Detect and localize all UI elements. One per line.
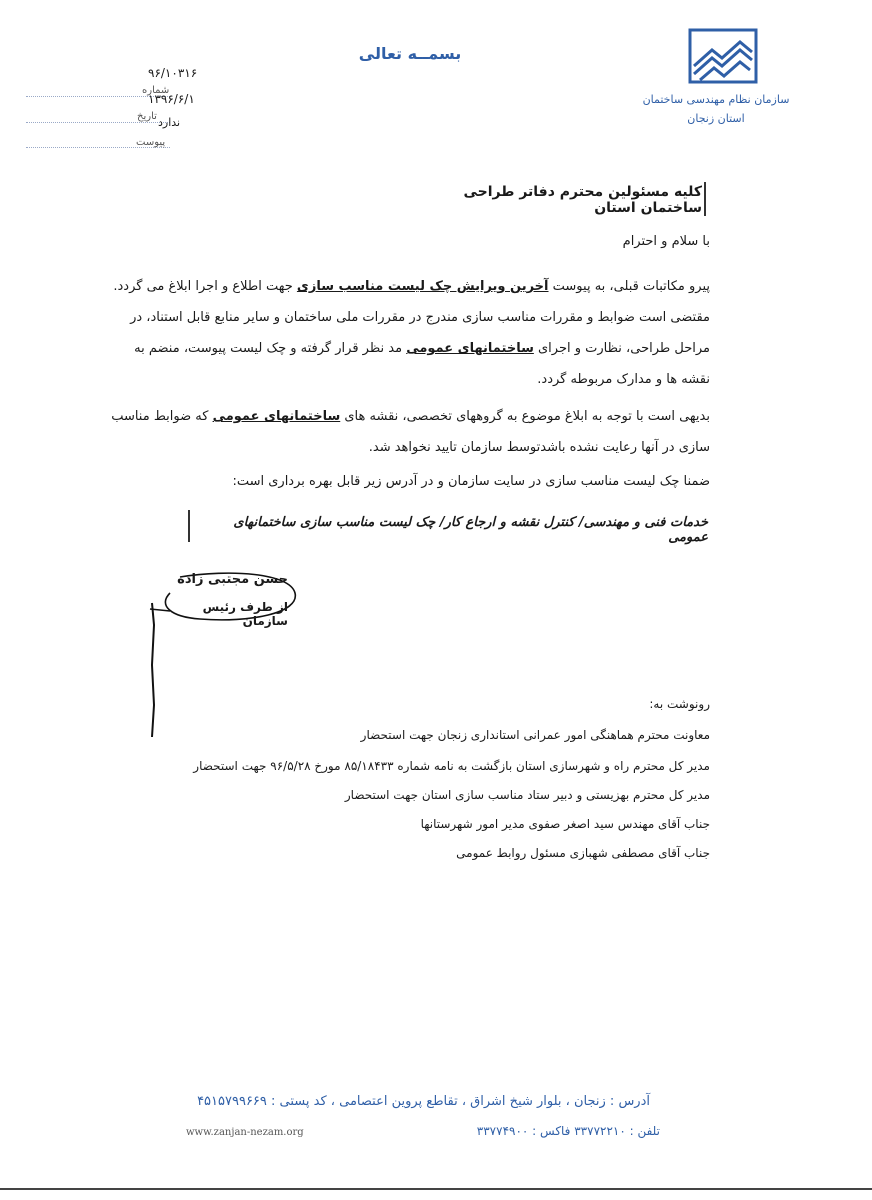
p2-highlight-public-buildings: ساختمانهای عمومی [212,409,341,424]
greeting: با سلام و احترام [622,234,710,249]
letter-date-label: تاریخ [137,111,157,122]
cc-item: جناب آقای مهندس سید اصغر صفوی مدیر امور شهرستانها [420,817,710,831]
footer-website: www.zanjan-nezam.org [186,1127,304,1138]
cc-heading: رونوشت به: [649,697,710,711]
org-province: استان زنجان [687,112,745,125]
p1-highlight-checklist: آخرین ویرایش چک لیست مناسب سازی [296,279,549,294]
footer-phone-fax: تلفن : ۳۳۷۷۲۲۱۰ فاکس : ۳۳۷۷۴۹۰۰ [476,1124,660,1138]
p1-text-c: مد نظر قرار گرفته و چک لیست پیوست، منضم به نقشه ها و مدارک مربوطه گردد. [134,341,710,387]
cc-item: مدیر کل محترم بهزیستی و دبیر ستاد مناسب سازی استان جهت استحضار [344,788,710,802]
letter-date-value: ۱۳۹۶/۶/۱ [148,92,195,106]
paragraph-2 [110,401,710,463]
bismillah-heading: بسمــه تعالی [358,44,462,63]
attachment-value: ندارد [158,116,181,129]
cc-item: معاونت محترم هماهنگی امور عمرانی استانداری زنجان جهت استحضار [360,728,710,742]
letter-number-value: ۹۶/۱۰۳۱۶ [148,66,198,80]
p1-text-a: پیرو مکاتبات قبلی، به پیوست [548,279,710,294]
org-name: سازمان نظام مهندسی ساختمان [642,93,790,106]
cc-item: مدیر کل محترم راه و شهرسازی استان بازگشت به نامه شماره ۸۵/۱۸۴۳۳ مورخ ۹۶/۵/۲۸ جهت استحضار [193,759,710,773]
addressee-bar [704,182,706,216]
paragraph-1 [110,271,710,395]
website-path: خدمات فنی و مهندسی/ کنترل نقشه و ارجاع کار/ چک لیست مناسب سازی ساختمانهای عمومی [233,515,708,545]
p1-text-b: جهت اطلاع و اجرا ابلاغ می گردد. مقتضی است ضوابط و مقررات مناسب سازی مندرج در مقررات ملی ساختمان و سایر منابع قابل استناد، در مراحل طراحی، نظارت و اجرای [113,279,710,356]
handwritten-signature [140,565,310,740]
date-line [26,122,170,123]
attachment-label: پیوست [136,137,166,148]
letter-number-label: شماره [142,85,170,96]
bottom-border [0,1188,872,1190]
addressee: کلیه مسئولین محترم دفاتر طراحی ساختمان استان [463,184,702,216]
footer-address: آدرس : زنجان ، بلوار شیخ اشراق ، تقاطع پروین اعتصامی ، کد پستی : ۴۵۱۵۷۹۹۶۶۹ [197,1094,650,1109]
cc-item: جناب آقای مصطفی شهبازی مسئول روابط عمومی [456,846,710,860]
p2-text-b: که ضوابط مناسب سازی در آنها رعایت نشده باشدتوسط سازمان تایید نخواهد شد. [111,409,710,455]
signatory-name: حسن مجتبی زاده [177,572,288,587]
paragraph-3: ضمنا چک لیست مناسب سازی در سایت سازمان و در آدرس زیر قابل بهره برداری است: [232,474,710,489]
org-logo [688,28,758,84]
signatory-title: از طرف رئیس سازمان [202,600,288,628]
p2-text-a: بدیهی است با توجه به ابلاغ موضوع به گروههای تخصصی، نقشه های [340,409,710,424]
path-bar [188,510,190,542]
p1-highlight-public-buildings: ساختمانهای عمومی [406,341,534,356]
